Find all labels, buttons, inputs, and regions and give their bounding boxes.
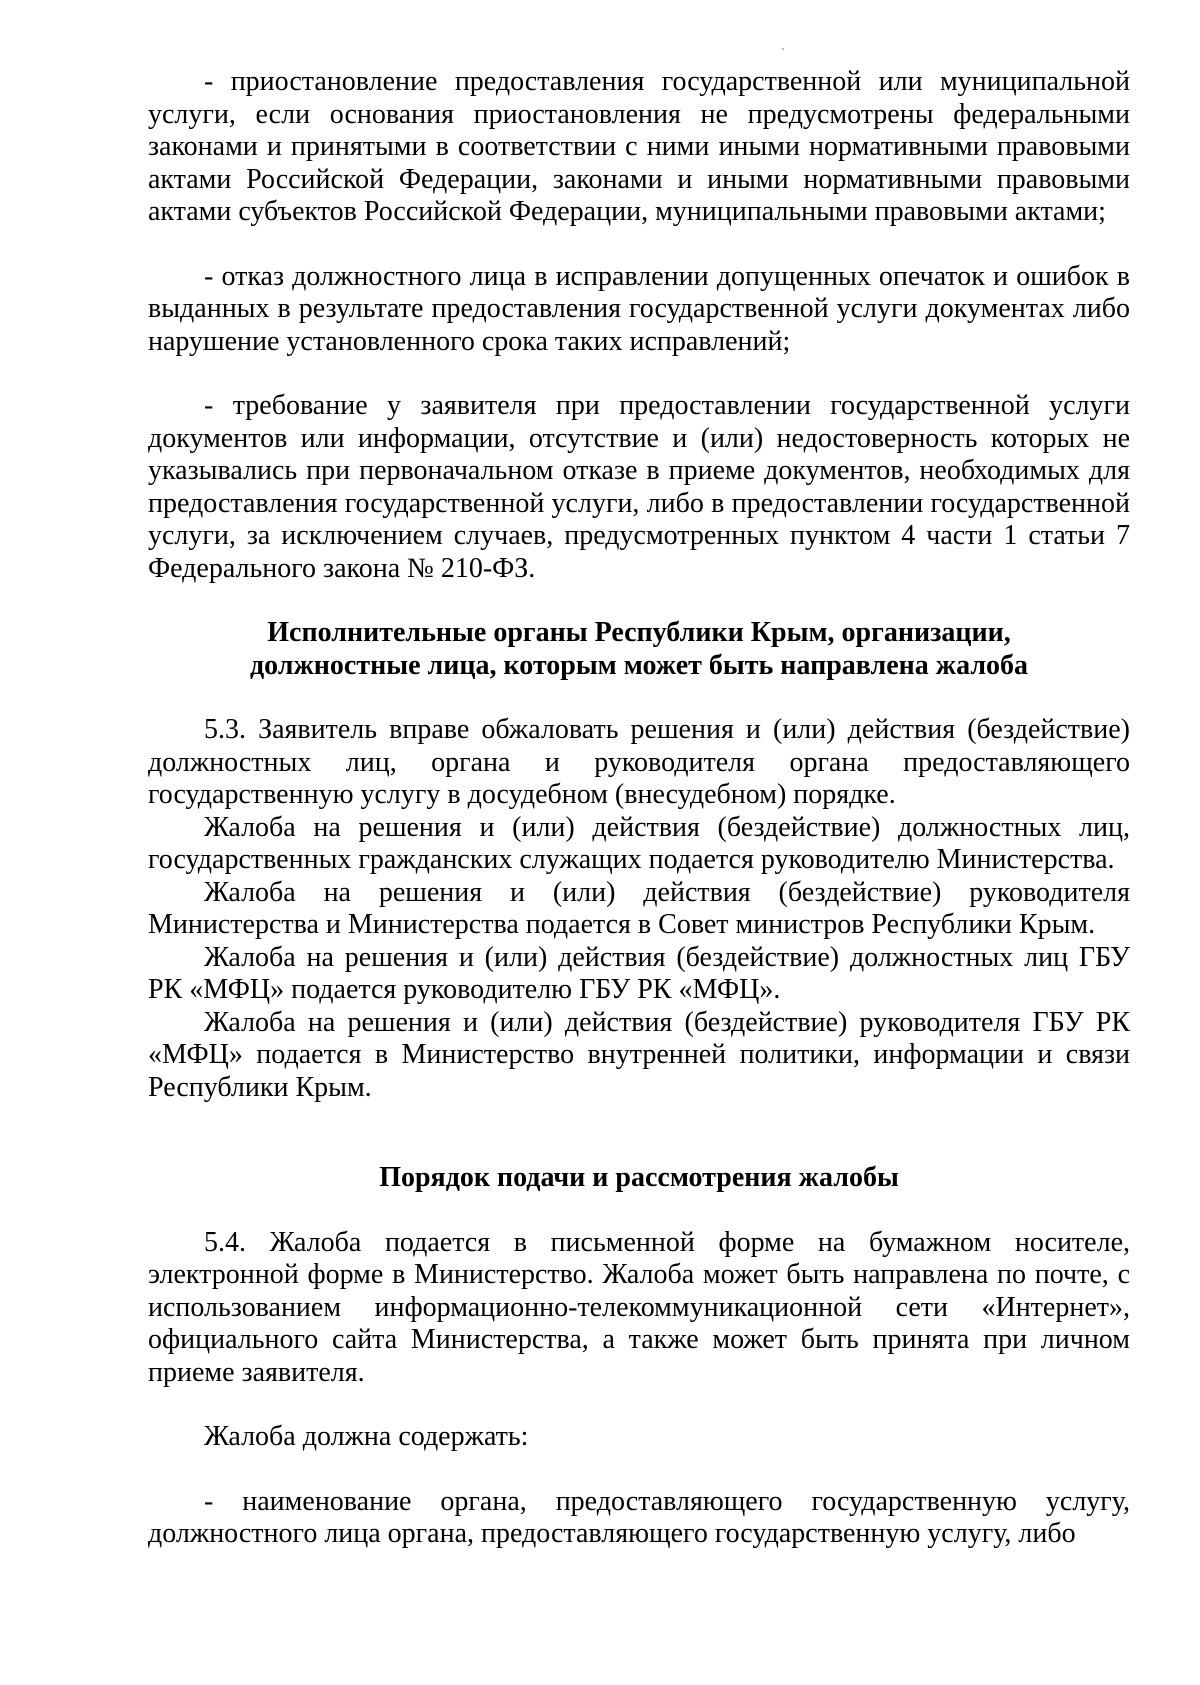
heading-executive-bodies-line1: Исполнительные органы Республики Крым, организации,	[267, 617, 1011, 648]
document-page	[148, 66, 1130, 1551]
paragraph-suspension: - приостановление предоставления государственной или муниципальной услуги, если основания приостановления не предусмотрены федеральными законами и принятыми в соответствии с ними иными нормативными правовыми актами Российской Федерации, законами и иными нормативными правовыми актами субъектов Российской Федерации, муниципальными правовыми актами;	[148, 66, 1130, 227]
paragraph-5-3: 5.3. Заявитель вправе обжаловать решения и (или) действия (бездействие) должностных лиц, органа и руководителя органа предоставляющего государственную услугу в досудебном (внесудебном) порядке.	[148, 714, 1130, 810]
paragraph-5-4: 5.4. Жалоба подается в письменной форме на бумажном носителе, электронной форме в Министерство. Жалоба может быть направлена по почте, с использованием информационно-телекоммуникационной сети «Интернет», официального сайта Министерства, а также может быть принята при личном приеме заявителя.	[148, 1226, 1130, 1388]
paragraph-complaint-mfc-head: Жалоба на решения и (или) действия (бездействие) руководителя ГБУ РК «МФЦ» подается в Министерство внутренней политики, информации и связи Республики Крым.	[148, 1006, 1130, 1103]
paragraph-complaint-contents: Жалоба должна содержать:	[204, 1421, 529, 1452]
paragraph-document-requirement: - требование у заявителя при предоставлении государственной услуги документов или информации, отсутствие и (или) недостоверность которых не указывались при первоначальном отказе в приеме документов, необходимых для предоставления государственной услуги, либо в предоставлении государственной услуги, за исключением случаев, предусмотренных пунктом 4 части 1 статьи 7 Федерального закона № 210-ФЗ.	[148, 390, 1130, 584]
heading-complaint-procedure: Порядок подачи и рассмотрения жалобы	[379, 1162, 899, 1193]
heading-executive-bodies-line2: должностные лица, которым может быть направлена жалоба	[249, 649, 1029, 681]
paragraph-refusal-correction: - отказ должностного лица в исправлении допущенных опечаток и ошибок в выданных в результате предоставления государственной услуги документах либо нарушение установленного срока таких исправлений;	[148, 260, 1130, 357]
paragraph-complaint-minister: Жалоба на решения и (или) действия (бездействие) руководителя Министерства и Министерства подается в Совет министров Республики Крым.	[148, 876, 1130, 940]
heading-executive-bodies	[148, 617, 1130, 682]
paragraph-complaint-mfc-officials: Жалоба на решения и (или) действия (бездействие) должностных лиц ГБУ РК «МФЦ» подается руководителю ГБУ РК «МФЦ».	[148, 941, 1130, 1005]
paragraph-body-name: - наименование органа, предоставляющего государственную услугу, должностного лица органа, предоставляющего государственную услугу, либо	[148, 1485, 1130, 1549]
scan-artifact-dot	[782, 48, 784, 50]
paragraph-complaint-officials: Жалоба на решения и (или) действия (бездействие) должностных лиц, государственных гражданских служащих подается руководителю Министерства.	[148, 811, 1130, 875]
